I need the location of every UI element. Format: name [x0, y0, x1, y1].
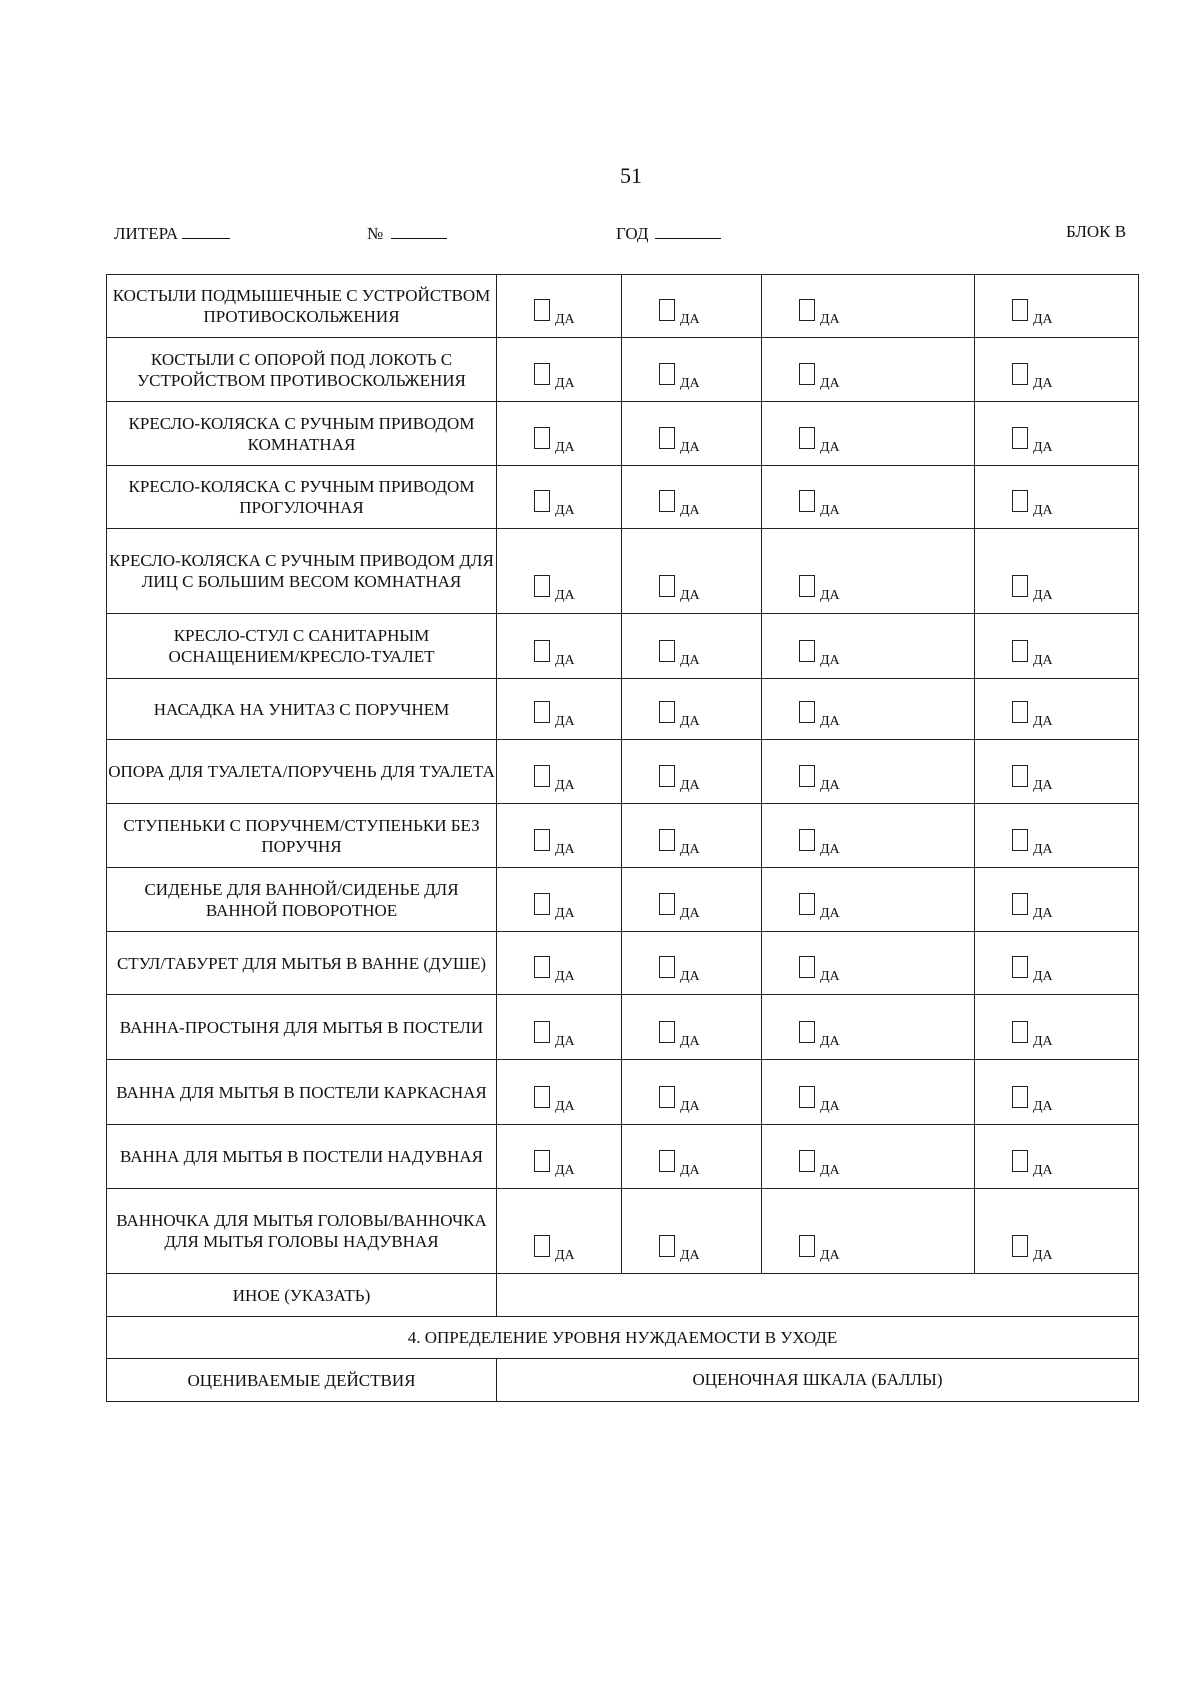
checkbox-cell [622, 1189, 762, 1274]
yes-checkbox[interactable] [799, 1150, 840, 1178]
checkbox-label: ДА [555, 1163, 575, 1178]
item-label: КОСТЫЛИ С ОПОРОЙ ПОД ЛОКОТЬ С УСТРОЙСТВОМ ПРОТИВОСКОЛЬЖЕНИЯ [107, 338, 497, 402]
checkbox-square-icon[interactable] [1012, 956, 1028, 978]
checkbox-label: ДА [555, 376, 575, 391]
yes-checkbox[interactable] [534, 1150, 575, 1178]
litera-label: ЛИТЕРА [114, 224, 179, 243]
checkbox-cell [622, 932, 762, 995]
checkbox-label: ДА [555, 969, 575, 984]
yes-checkbox[interactable] [1012, 956, 1053, 984]
yes-checkbox[interactable] [1012, 363, 1053, 391]
checkbox-square-icon[interactable] [799, 427, 815, 449]
checkbox-label: ДА [555, 588, 575, 603]
checkbox-square-icon[interactable] [1012, 701, 1028, 723]
checkbox-square-icon[interactable] [659, 1150, 675, 1172]
checkbox-label: ДА [555, 440, 575, 455]
checkbox-cell [497, 740, 622, 804]
yes-checkbox[interactable] [659, 1150, 700, 1178]
checkbox-label: ДА [1033, 714, 1053, 729]
checkbox-square-icon[interactable] [799, 640, 815, 662]
checkbox-square-icon[interactable] [1012, 575, 1028, 597]
checkbox-label: ДА [555, 1034, 575, 1049]
checkbox-square-icon[interactable] [799, 893, 815, 915]
checkbox-cell [762, 932, 975, 995]
yes-checkbox[interactable] [1012, 575, 1053, 603]
checkbox-cell [497, 466, 622, 529]
table-row [107, 679, 1139, 740]
checkbox-cell [975, 614, 1139, 679]
checkbox-label: ДА [820, 440, 840, 455]
checkbox-square-icon[interactable] [1012, 363, 1028, 385]
checkbox-label: ДА [680, 1163, 700, 1178]
checkbox-cell [762, 529, 975, 614]
checkbox-square-icon[interactable] [1012, 893, 1028, 915]
checkbox-cell [622, 995, 762, 1060]
yes-checkbox[interactable] [534, 765, 575, 793]
yes-checkbox[interactable] [659, 1086, 700, 1114]
checkbox-square-icon[interactable] [1012, 1086, 1028, 1108]
yes-checkbox[interactable] [534, 956, 575, 984]
checkbox-square-icon[interactable] [659, 575, 675, 597]
checkbox-cell [497, 804, 622, 868]
year-field [616, 222, 721, 244]
checkbox-label: ДА [555, 714, 575, 729]
checkbox-label: ДА [820, 1248, 840, 1263]
number-blank[interactable] [391, 222, 447, 239]
yes-checkbox[interactable] [1012, 490, 1053, 518]
table-row [107, 804, 1139, 868]
checkbox-cell [622, 466, 762, 529]
checkbox-cell [622, 1060, 762, 1125]
checkbox-label: ДА [1033, 503, 1053, 518]
table-row [107, 995, 1139, 1060]
checkbox-label: ДА [820, 842, 840, 857]
table-row [107, 1189, 1139, 1274]
block-label: БЛОК В [1066, 222, 1127, 241]
yes-checkbox[interactable] [1012, 701, 1053, 729]
checkbox-square-icon[interactable] [1012, 427, 1028, 449]
checkbox-cell [975, 1060, 1139, 1125]
checkbox-cell [622, 402, 762, 466]
checkbox-cell [762, 338, 975, 402]
checkbox-cell [975, 1125, 1139, 1189]
checkbox-label: ДА [1033, 653, 1053, 668]
yes-checkbox[interactable] [1012, 893, 1053, 921]
checkbox-cell [975, 740, 1139, 804]
checkbox-cell [762, 868, 975, 932]
checkbox-square-icon[interactable] [534, 829, 550, 851]
yes-checkbox[interactable] [534, 829, 575, 857]
yes-checkbox[interactable] [1012, 829, 1053, 857]
checkbox-cell [622, 868, 762, 932]
checkbox-label: ДА [680, 653, 700, 668]
assistive-devices-table [106, 274, 1139, 1402]
checkbox-cell [762, 1125, 975, 1189]
checkbox-square-icon[interactable] [799, 1150, 815, 1172]
yes-checkbox[interactable] [534, 640, 575, 668]
checkbox-label: ДА [555, 1248, 575, 1263]
checkbox-label: ДА [555, 503, 575, 518]
yes-checkbox[interactable] [1012, 765, 1053, 793]
table-row [107, 338, 1139, 402]
other-input[interactable] [497, 1274, 1139, 1317]
checkbox-square-icon[interactable] [1012, 829, 1028, 851]
item-label: ВАННА ДЛЯ МЫТЬЯ В ПОСТЕЛИ НАДУВНАЯ [107, 1125, 497, 1189]
yes-checkbox[interactable] [799, 1235, 840, 1263]
checkbox-cell [762, 995, 975, 1060]
checkbox-square-icon[interactable] [799, 1021, 815, 1043]
checkbox-label: ДА [820, 1034, 840, 1049]
checkbox-label: ДА [1033, 1099, 1053, 1114]
checkbox-label: ДА [820, 653, 840, 668]
checkbox-label: ДА [820, 1163, 840, 1178]
checkbox-square-icon[interactable] [659, 1235, 675, 1257]
checkbox-cell [762, 740, 975, 804]
checkbox-cell [975, 932, 1139, 995]
table-row [107, 466, 1139, 529]
checkbox-cell [975, 338, 1139, 402]
item-label: СТУПЕНЬКИ С ПОРУЧНЕМ/СТУПЕНЬКИ БЕЗ ПОРУЧНЯ [107, 804, 497, 868]
checkbox-label: ДА [680, 588, 700, 603]
checkbox-cell [497, 1189, 622, 1274]
yes-checkbox[interactable] [659, 490, 700, 518]
item-label: КРЕСЛО-СТУЛ С САНИТАРНЫМ ОСНАЩЕНИЕМ/КРЕСЛО-ТУАЛЕТ [107, 614, 497, 679]
checkbox-label: ДА [820, 376, 840, 391]
yes-checkbox[interactable] [534, 1086, 575, 1114]
checkbox-square-icon[interactable] [534, 640, 550, 662]
checkbox-cell [497, 1125, 622, 1189]
yes-checkbox[interactable] [799, 893, 840, 921]
checkbox-cell [762, 804, 975, 868]
checkbox-square-icon[interactable] [1012, 1021, 1028, 1043]
yes-checkbox[interactable] [534, 427, 575, 455]
yes-checkbox[interactable] [534, 299, 575, 327]
number-field [367, 222, 447, 244]
checkbox-label: ДА [680, 906, 700, 921]
checkbox-square-icon[interactable] [534, 1150, 550, 1172]
number-label: № [367, 224, 384, 243]
checkbox-label: ДА [1033, 312, 1053, 327]
checkbox-square-icon[interactable] [799, 765, 815, 787]
checkbox-cell [975, 995, 1139, 1060]
yes-checkbox[interactable] [659, 299, 700, 327]
checkbox-label: ДА [1033, 906, 1053, 921]
checkbox-cell [975, 1189, 1139, 1274]
checkbox-label: ДА [680, 376, 700, 391]
item-label: ОПОРА ДЛЯ ТУАЛЕТА/ПОРУЧЕНЬ ДЛЯ ТУАЛЕТА [107, 740, 497, 804]
yes-checkbox[interactable] [799, 640, 840, 668]
checkbox-square-icon[interactable] [534, 1021, 550, 1043]
litera-field [114, 222, 230, 244]
year-blank[interactable] [655, 222, 721, 239]
checkbox-cell [762, 1189, 975, 1274]
checkbox-square-icon[interactable] [799, 299, 815, 321]
checkbox-cell [497, 679, 622, 740]
checkbox-label: ДА [820, 503, 840, 518]
checkbox-square-icon[interactable] [659, 490, 675, 512]
yes-checkbox[interactable] [1012, 299, 1053, 327]
checkbox-cell [762, 614, 975, 679]
yes-checkbox[interactable] [799, 956, 840, 984]
yes-checkbox[interactable] [1012, 1021, 1053, 1049]
item-label: КРЕСЛО-КОЛЯСКА С РУЧНЫМ ПРИВОДОМ ПРОГУЛОЧНАЯ [107, 466, 497, 529]
checkbox-label: ДА [820, 1099, 840, 1114]
checkbox-label: ДА [1033, 588, 1053, 603]
checkbox-square-icon[interactable] [799, 575, 815, 597]
yes-checkbox[interactable] [799, 427, 840, 455]
col-scale-header: ОЦЕНОЧНАЯ ШКАЛА (БАЛЛЫ) [497, 1359, 1139, 1402]
checkbox-square-icon[interactable] [659, 765, 675, 787]
checkbox-label: ДА [820, 312, 840, 327]
other-label: ИНОЕ (УКАЗАТЬ) [107, 1274, 497, 1317]
checkbox-label: ДА [680, 312, 700, 327]
checkbox-cell [497, 868, 622, 932]
table-row [107, 1060, 1139, 1125]
checkbox-label: ДА [555, 906, 575, 921]
yes-checkbox[interactable] [659, 893, 700, 921]
checkbox-cell [497, 932, 622, 995]
checkbox-square-icon[interactable] [799, 363, 815, 385]
checkbox-label: ДА [680, 778, 700, 793]
checkbox-cell [975, 679, 1139, 740]
item-label: СТУЛ/ТАБУРЕТ ДЛЯ МЫТЬЯ В ВАННЕ (ДУШЕ) [107, 932, 497, 995]
yes-checkbox[interactable] [1012, 1150, 1053, 1178]
checkbox-square-icon[interactable] [1012, 490, 1028, 512]
checkbox-label: ДА [680, 503, 700, 518]
checkbox-cell [762, 466, 975, 529]
item-label: КРЕСЛО-КОЛЯСКА С РУЧНЫМ ПРИВОДОМ ДЛЯ ЛИЦ С БОЛЬШИМ ВЕСОМ КОМНАТНАЯ [107, 529, 497, 614]
checkbox-cell [497, 1060, 622, 1125]
yes-checkbox[interactable] [659, 765, 700, 793]
yes-checkbox[interactable] [1012, 640, 1053, 668]
yes-checkbox[interactable] [1012, 427, 1053, 455]
checkbox-square-icon[interactable] [799, 490, 815, 512]
checkbox-cell [975, 868, 1139, 932]
checkbox-cell [497, 338, 622, 402]
checkbox-label: ДА [1033, 778, 1053, 793]
checkbox-cell [497, 402, 622, 466]
checkbox-label: ДА [680, 714, 700, 729]
checkbox-square-icon[interactable] [1012, 299, 1028, 321]
checkbox-label: ДА [1033, 842, 1053, 857]
item-label: ВАННА-ПРОСТЫНЯ ДЛЯ МЫТЬЯ В ПОСТЕЛИ [107, 995, 497, 1060]
checkbox-square-icon[interactable] [1012, 765, 1028, 787]
yes-checkbox[interactable] [659, 701, 700, 729]
checkbox-cell [622, 338, 762, 402]
year-label: ГОД [616, 224, 649, 243]
checkbox-square-icon[interactable] [659, 640, 675, 662]
yes-checkbox[interactable] [534, 490, 575, 518]
yes-checkbox[interactable] [659, 956, 700, 984]
table-row [107, 275, 1139, 338]
checkbox-label: ДА [820, 906, 840, 921]
table-row [107, 868, 1139, 932]
yes-checkbox[interactable] [799, 1086, 840, 1114]
checkbox-square-icon[interactable] [534, 1235, 550, 1257]
checkbox-square-icon[interactable] [659, 829, 675, 851]
checkbox-cell [622, 529, 762, 614]
checkbox-square-icon[interactable] [659, 427, 675, 449]
checkbox-square-icon[interactable] [659, 701, 675, 723]
checkbox-label: ДА [555, 1099, 575, 1114]
yes-checkbox[interactable] [799, 490, 840, 518]
checkbox-label: ДА [555, 842, 575, 857]
checkbox-square-icon[interactable] [1012, 1235, 1028, 1257]
checkbox-cell [975, 275, 1139, 338]
checkbox-square-icon[interactable] [799, 1235, 815, 1257]
yes-checkbox[interactable] [659, 1235, 700, 1263]
item-label: КОСТЫЛИ ПОДМЫШЕЧНЫЕ С УСТРОЙСТВОМ ПРОТИВОСКОЛЬЖЕНИЯ [107, 275, 497, 338]
checkbox-cell [622, 740, 762, 804]
checkbox-cell [497, 995, 622, 1060]
checkbox-cell [622, 679, 762, 740]
item-label: ВАННОЧКА ДЛЯ МЫТЬЯ ГОЛОВЫ/ВАННОЧКА ДЛЯ МЫТЬЯ ГОЛОВЫ НАДУВНАЯ [107, 1189, 497, 1274]
checkbox-square-icon[interactable] [799, 701, 815, 723]
checkbox-square-icon[interactable] [534, 893, 550, 915]
checkbox-cell [975, 529, 1139, 614]
yes-checkbox[interactable] [534, 575, 575, 603]
checkbox-label: ДА [680, 440, 700, 455]
checkbox-square-icon[interactable] [534, 765, 550, 787]
checkbox-square-icon[interactable] [659, 1086, 675, 1108]
litera-blank[interactable] [182, 222, 230, 239]
checkbox-label: ДА [555, 653, 575, 668]
checkbox-label: ДА [1033, 1248, 1053, 1263]
yes-checkbox[interactable] [659, 829, 700, 857]
yes-checkbox[interactable] [534, 1235, 575, 1263]
yes-checkbox[interactable] [534, 893, 575, 921]
table-row [107, 1125, 1139, 1189]
checkbox-cell [975, 466, 1139, 529]
table-row [107, 402, 1139, 466]
yes-checkbox[interactable] [1012, 1086, 1053, 1114]
table-row [107, 740, 1139, 804]
checkbox-square-icon[interactable] [659, 1021, 675, 1043]
checkbox-cell [497, 529, 622, 614]
checkbox-label: ДА [1033, 1034, 1053, 1049]
checkbox-square-icon[interactable] [534, 427, 550, 449]
yes-checkbox[interactable] [534, 1021, 575, 1049]
checkbox-label: ДА [1033, 376, 1053, 391]
checkbox-square-icon[interactable] [659, 363, 675, 385]
checkbox-label: ДА [1033, 969, 1053, 984]
checkbox-square-icon[interactable] [534, 490, 550, 512]
checkbox-label: ДА [820, 969, 840, 984]
checkbox-cell [497, 275, 622, 338]
table-row [107, 932, 1139, 995]
yes-checkbox[interactable] [659, 575, 700, 603]
checkbox-label: ДА [555, 312, 575, 327]
checkbox-square-icon[interactable] [659, 299, 675, 321]
checkbox-label: ДА [680, 1034, 700, 1049]
yes-checkbox[interactable] [659, 427, 700, 455]
checkbox-square-icon[interactable] [534, 956, 550, 978]
table-row [107, 614, 1139, 679]
checkbox-label: ДА [555, 778, 575, 793]
checkbox-label: ДА [680, 1248, 700, 1263]
table-row [107, 529, 1139, 614]
yes-checkbox[interactable] [799, 1021, 840, 1049]
yes-checkbox[interactable] [1012, 1235, 1053, 1263]
yes-checkbox[interactable] [659, 363, 700, 391]
yes-checkbox[interactable] [799, 701, 840, 729]
checkbox-label: ДА [680, 1099, 700, 1114]
yes-checkbox[interactable] [534, 363, 575, 391]
checkbox-cell [622, 614, 762, 679]
item-label: НАСАДКА НА УНИТАЗ С ПОРУЧНЕМ [107, 679, 497, 740]
checkbox-label: ДА [820, 778, 840, 793]
checkbox-square-icon[interactable] [534, 701, 550, 723]
checkbox-label: ДА [1033, 440, 1053, 455]
yes-checkbox[interactable] [799, 575, 840, 603]
checkbox-cell [622, 1125, 762, 1189]
checkbox-label: ДА [680, 842, 700, 857]
checkbox-square-icon[interactable] [534, 363, 550, 385]
checkbox-label: ДА [1033, 1163, 1053, 1178]
yes-checkbox[interactable] [659, 640, 700, 668]
checkbox-cell [762, 275, 975, 338]
checkbox-cell [975, 402, 1139, 466]
checkbox-cell [762, 402, 975, 466]
checkbox-cell [497, 614, 622, 679]
checkbox-cell [762, 1060, 975, 1125]
checkbox-label: ДА [820, 588, 840, 603]
yes-checkbox[interactable] [659, 1021, 700, 1049]
checkbox-square-icon[interactable] [534, 1086, 550, 1108]
checkbox-cell [622, 275, 762, 338]
yes-checkbox[interactable] [799, 829, 840, 857]
checkbox-label: ДА [820, 714, 840, 729]
col-actions-header: ОЦЕНИВАЕМЫЕ ДЕЙСТВИЯ [107, 1359, 497, 1402]
item-label: ВАННА ДЛЯ МЫТЬЯ В ПОСТЕЛИ КАРКАСНАЯ [107, 1060, 497, 1125]
checkbox-square-icon[interactable] [534, 299, 550, 321]
checkbox-label: ДА [680, 969, 700, 984]
checkbox-square-icon[interactable] [799, 1086, 815, 1108]
section-title: 4. ОПРЕДЕЛЕНИЕ УРОВНЯ НУЖДАЕМОСТИ В УХОДЕ [107, 1317, 1139, 1359]
page-number: 51 [620, 163, 642, 188]
yes-checkbox[interactable] [799, 299, 840, 327]
checkbox-square-icon[interactable] [799, 829, 815, 851]
checkbox-cell [975, 804, 1139, 868]
checkbox-square-icon[interactable] [1012, 640, 1028, 662]
checkbox-square-icon[interactable] [534, 575, 550, 597]
yes-checkbox[interactable] [799, 765, 840, 793]
checkbox-square-icon[interactable] [1012, 1150, 1028, 1172]
yes-checkbox[interactable] [534, 701, 575, 729]
checkbox-cell [622, 804, 762, 868]
checkbox-square-icon[interactable] [799, 956, 815, 978]
item-label: СИДЕНЬЕ ДЛЯ ВАННОЙ/СИДЕНЬЕ ДЛЯ ВАННОЙ ПОВОРОТНОЕ [107, 868, 497, 932]
checkbox-square-icon[interactable] [659, 956, 675, 978]
checkbox-cell [762, 679, 975, 740]
item-label: КРЕСЛО-КОЛЯСКА С РУЧНЫМ ПРИВОДОМ КОМНАТНАЯ [107, 402, 497, 466]
checkbox-square-icon[interactable] [659, 893, 675, 915]
yes-checkbox[interactable] [799, 363, 840, 391]
